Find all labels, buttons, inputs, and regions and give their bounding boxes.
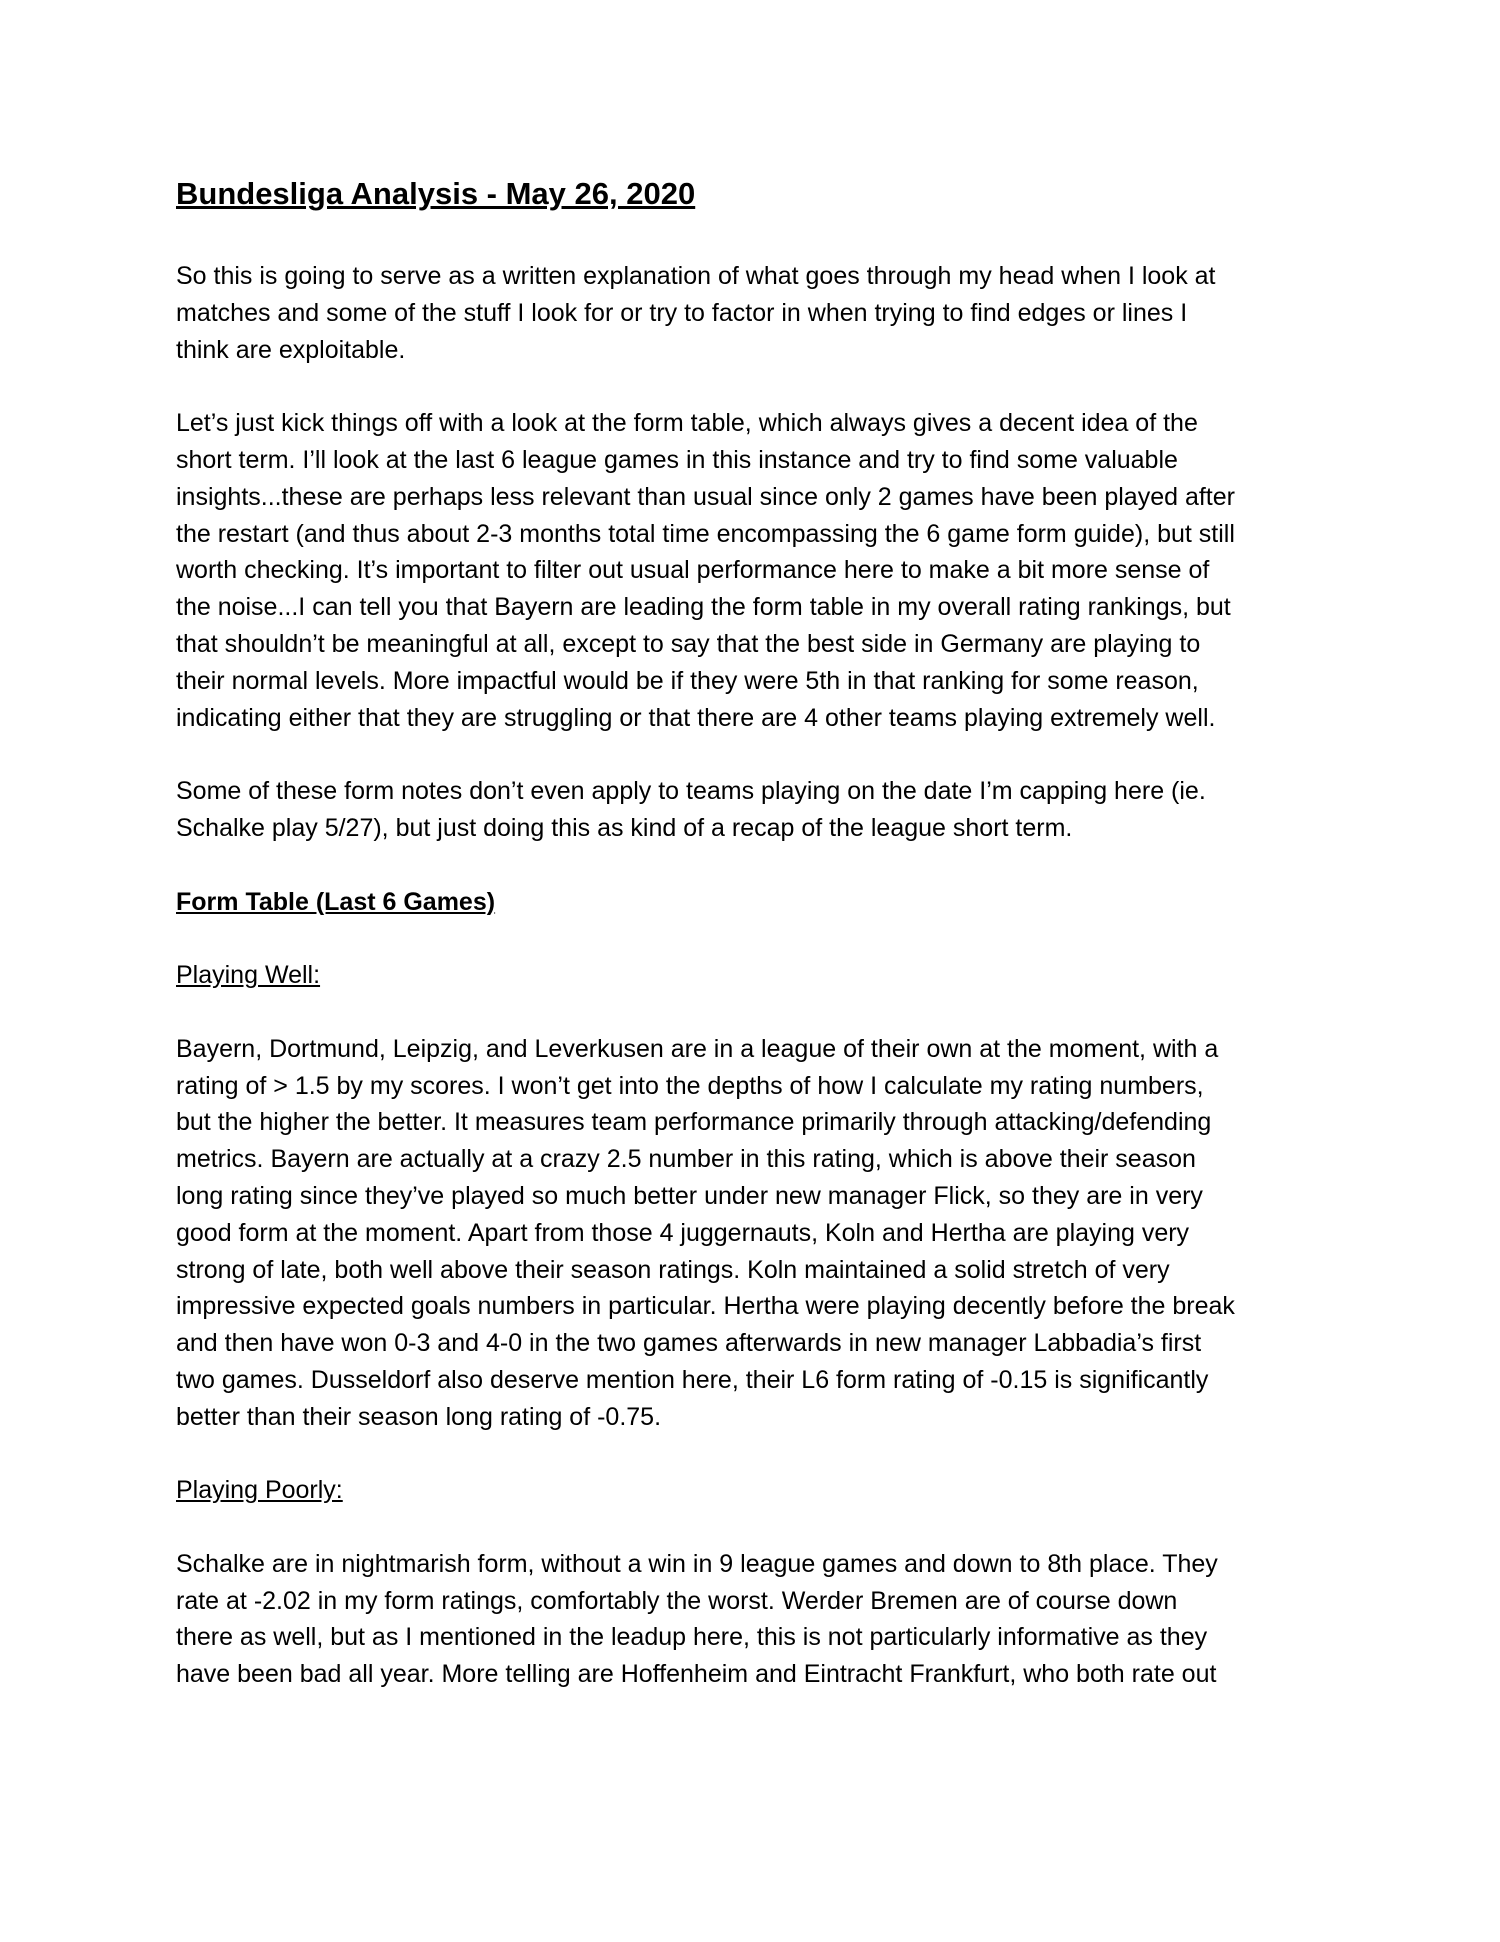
paragraph-line: Schalke play 5/27), but just doing this as kind of a recap of the league short term. — [176, 813, 1073, 842]
playing-poorly-heading: Playing Poorly: — [176, 1476, 343, 1505]
notes-paragraph — [176, 773, 1356, 847]
paragraph-line: two games. Dusseldorf also deserve mention here, their L6 form rating of -0.15 is significantly — [176, 1365, 1209, 1394]
spacer — [176, 736, 1356, 773]
spacer — [176, 216, 1356, 258]
spacer — [176, 994, 1356, 1031]
paragraph-line: Schalke are in nightmarish form, without a win in 9 league games and down to 8th place. They — [176, 1549, 1218, 1578]
paragraph-line: rating of > 1.5 by my scores. I won’t get into the depths of how I calculate my rating numbers, — [176, 1071, 1204, 1100]
paragraph-line: rate at -2.02 in my form ratings, comfortably the worst. Werder Bremen are of course down — [176, 1586, 1178, 1615]
intro-paragraph — [176, 258, 1356, 368]
paragraph-line: So this is going to serve as a written explanation of what goes through my head when I look at — [176, 262, 1216, 290]
paragraph-line: good form at the moment. Apart from those 4 juggernauts, Koln and Hertha are playing very — [176, 1218, 1190, 1247]
paragraph-line: indicating either that they are struggling or that there are 4 other teams playing extremely well. — [176, 703, 1216, 732]
form-intro-paragraph — [176, 405, 1356, 736]
playing-well-heading: Playing Well: — [176, 961, 321, 990]
paragraph-line: matches and some of the stuff I look for or try to factor in when trying to find edges or lines I — [176, 298, 1188, 327]
form-table-heading: Form Table (Last 6 Games) — [176, 887, 496, 916]
paragraph-line: impressive expected goals numbers in particular. Hertha were playing decently before the break — [176, 1292, 1235, 1321]
paragraph-line: worth checking. It’s important to filter out usual performance here to make a bit more sense of — [176, 556, 1210, 585]
spacer — [176, 847, 1356, 884]
paragraph-line: there as well, but as I mentioned in the leadup here, this is not particularly informative as they — [176, 1623, 1208, 1652]
paragraph-line: their normal levels. More impactful would be if they were 5th in that ranking for some reason, — [176, 666, 1199, 695]
paragraph-line: the restart (and thus about 2-3 months total time encompassing the 6 game form guide), but still — [176, 519, 1235, 548]
playing-well-paragraph — [176, 1031, 1356, 1436]
spacer — [176, 368, 1356, 405]
paragraph-line: that shouldn’t be meaningful at all, except to say that the best side in Germany are playing to — [176, 629, 1201, 658]
spacer — [176, 920, 1356, 957]
paragraph-line: and then have won 0-3 and 4-0 in the two games afterwards in new manager Labbadia’s first — [176, 1329, 1202, 1358]
document-page — [176, 172, 1356, 1693]
document-title: Bundesliga Analysis - May 26, 2020 — [176, 176, 696, 211]
playing-poorly-paragraph — [176, 1546, 1356, 1693]
paragraph-line: but the higher the better. It measures team performance primarily through attacking/defending — [176, 1108, 1212, 1137]
paragraph-line: the noise...I can tell you that Bayern are leading the form table in my overall rating rankings, but — [176, 593, 1231, 622]
paragraph-line: Let’s just kick things off with a look at the form table, which always gives a decent idea of the — [176, 409, 1198, 438]
paragraph-line: think are exploitable. — [176, 335, 406, 364]
paragraph-line: metrics. Bayern are actually at a crazy 2.5 number in this rating, which is above their season — [176, 1145, 1196, 1174]
paragraph-line: have been bad all year. More telling are Hoffenheim and Eintracht Frankfurt, who both rate out — [176, 1660, 1217, 1689]
paragraph-line: long rating since they’ve played so much better under new manager Flick, so they are in very — [176, 1181, 1203, 1210]
paragraph-line: Bayern, Dortmund, Leipzig, and Leverkusen are in a league of their own at the moment, with a — [176, 1034, 1219, 1063]
spacer — [176, 1509, 1356, 1546]
paragraph-line: insights...these are perhaps less relevant than usual since only 2 games have been played after — [176, 482, 1235, 511]
paragraph-line: Some of these form notes don’t even apply to teams playing on the date I’m capping here (ie. — [176, 777, 1206, 806]
spacer — [176, 1436, 1356, 1473]
paragraph-line: short term. I’ll look at the last 6 league games in this instance and try to find some valuable — [176, 445, 1178, 474]
paragraph-line: strong of late, both well above their season ratings. Koln maintained a solid stretch of very — [176, 1255, 1170, 1284]
paragraph-line: better than their season long rating of -0.75. — [176, 1402, 662, 1431]
